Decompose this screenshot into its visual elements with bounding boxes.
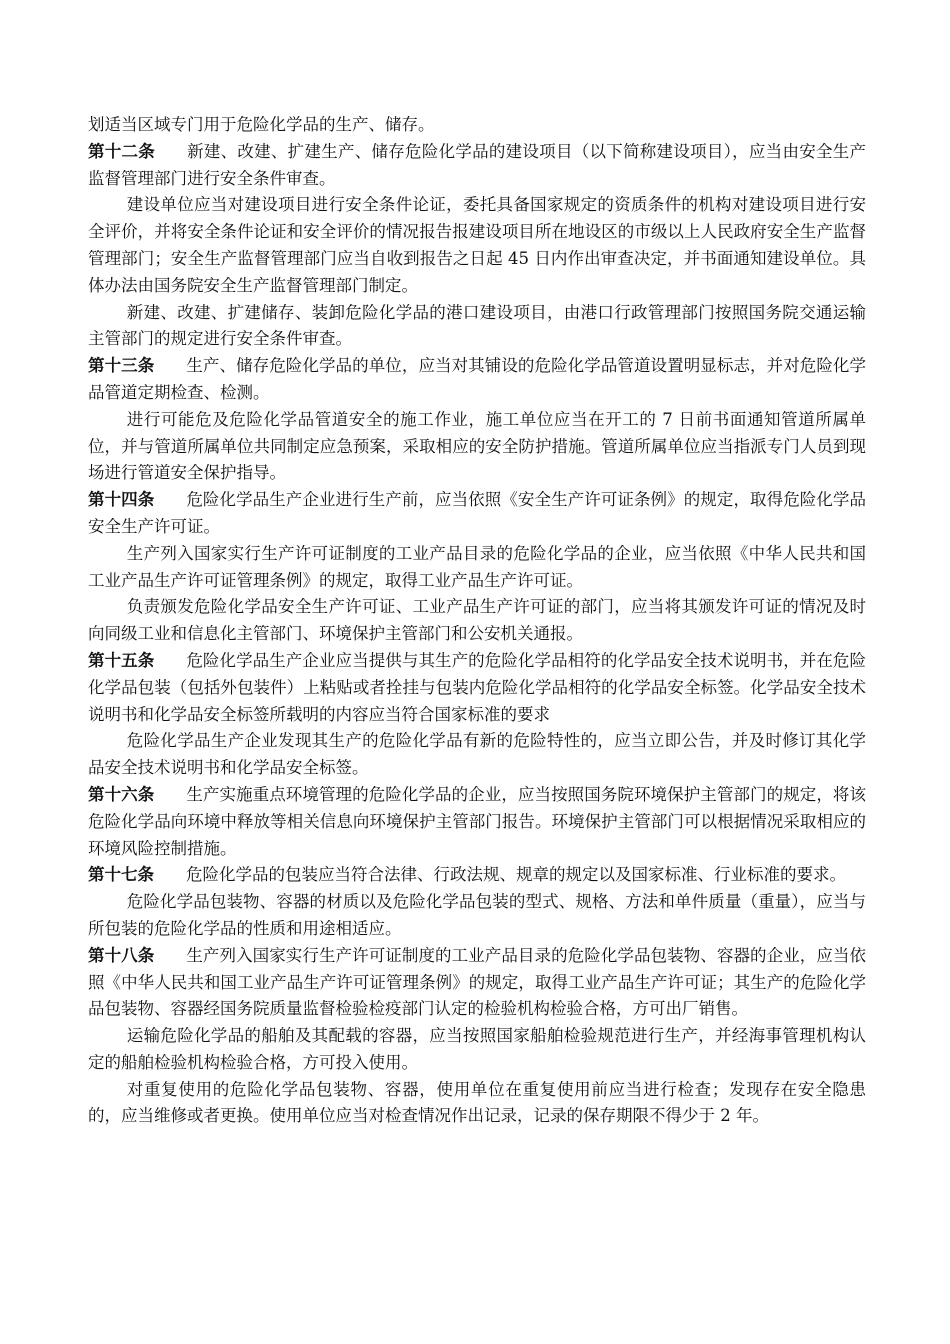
paragraph-text: 对重复使用的危险化学品包装物、容器，使用单位在重复使用前应当进行检查；发现存在安全隐患的，应当维修或者更换。使用单位应当对检查情况作出记录，记录的保存期限不得少于 2 年。 [88, 1079, 866, 1126]
document-body [88, 112, 866, 1130]
paragraph [88, 889, 866, 943]
paragraph-text: 危险化学品生产企业进行生产前，应当依照《安全生产许可证条例》的规定，取得危险化学品安全生产许可证。 [88, 490, 867, 536]
paragraph-text: 划适当区域专门用于危险化学品的生产、储存。 [88, 115, 435, 134]
article-paragraph [88, 943, 866, 1023]
paragraph [88, 112, 866, 139]
paragraph-text: 运输危险化学品的船舶及其配载的容器，应当按照国家船舶检验规范进行生产，并经海事管理机构认定的船舶检验机构检验合格，方可投入使用。 [88, 1026, 866, 1072]
article-number: 第十八条 [88, 945, 155, 965]
paragraph [88, 594, 866, 648]
paragraph [88, 192, 866, 299]
article-number: 第十七条 [88, 865, 154, 885]
article-number: 第十六条 [88, 784, 155, 804]
article-number: 第十二条 [88, 141, 156, 161]
paragraph-text: 危险化学品包装物、容器的材质以及危险化学品包装的型式、规格、方法和单件质量（重量），应当与所包装的危险化学品的性质和用途相适应。 [88, 892, 866, 938]
paragraph [88, 728, 866, 782]
paragraph-text: 危险化学品生产企业应当提供与其生产的危险化学品相符的化学品安全技术说明书，并在危险化学品包装（包括外包装件）上粘贴或者拴挂与包装内危险化学品相符的化学品安全标签。化学品安全技术说明书和化学品安全标签所载明的内容应当符合国家标准的要求 [88, 650, 867, 724]
paragraph-text: 建设单位应当对建设项目进行安全条件论证，委托具备国家规定的资质条件的机构对建设项目进行安全评价，并将安全条件论证和安全评价的情况报告报建设项目所在地设区的市级以上人民政府安全生产监督管理部门；安全生产监督管理部门应当自收到报告之日起 45 日内作出审查决定，并书面通知建设单位。具体办法由国务院安全生产监督管理部门制定。 [88, 195, 866, 295]
article-paragraph [88, 139, 866, 193]
article-paragraph [88, 487, 866, 541]
paragraph [88, 541, 866, 595]
paragraph-text: 危险化学品的包装应当符合法律、行政法规、规章的规定以及国家标准、行业标准的要求。 [186, 865, 846, 885]
paragraph [88, 1023, 866, 1077]
article-paragraph [88, 648, 866, 728]
article-number: 第十三条 [88, 356, 155, 376]
paragraph [88, 407, 866, 487]
article-number: 第十四条 [88, 490, 155, 510]
article-paragraph [88, 353, 866, 407]
paragraph-text: 负责颁发危险化学品安全生产许可证、工业产品生产许可证的部门，应当将其颁发许可证的情况及时向同级工业和信息化主管部门、环境保护主管部门和公安机关通报。 [88, 597, 866, 644]
paragraph-text: 生产列入国家实行生产许可证制度的工业产品目录的危险化学品的企业，应当依照《中华人民共和国工业产品生产许可证管理条例》的规定，取得工业产品生产许可证。 [88, 543, 866, 590]
paragraph-text: 危险化学品生产企业发现其生产的危险化学品有新的危险特性的，应当立即公告，并及时修订其化学品安全技术说明书和化学品安全标签。 [88, 731, 866, 778]
article-paragraph [88, 862, 866, 889]
paragraph [88, 1077, 866, 1131]
paragraph-text: 生产列入国家实行生产许可证制度的工业产品目录的危险化学品包装物、容器的企业，应当依照《中华人民共和国工业产品生产许可证管理条例》的规定，取得工业产品生产许可证；其生产的危险化学品包装物、容器经国务院质量监督检验检疫部门认定的检验机构检验合格，方可出厂销售。 [88, 945, 867, 1019]
paragraph-text: 新建、改建、扩建储存、装卸危险化学品的港口建设项目，由港口行政管理部门按照国务院交通运输主管部门的规定进行安全条件审查。 [88, 302, 866, 349]
paragraph-text: 进行可能危及危险化学品管道安全的施工作业，施工单位应当在开工的 7 日前书面通知管道所属单位，并与管道所属单位共同制定应急预案，采取相应的安全防护措施。管道所属单位应当指派专门人员到现场进行管道安全保护指导。 [88, 409, 866, 483]
paragraph [88, 300, 866, 354]
paragraph-text: 生产实施重点环境管理的危险化学品的企业，应当按照国务院环境保护主管部门的规定，将该危险化学品向环境中释放等相关信息向环境保护主管部门报告。环境保护主管部门可以根据情况采取相应的环境风险控制措施。 [88, 784, 867, 858]
paragraph-text: 新建、改建、扩建生产、储存危险化学品的建设项目（以下简称建设项目），应当由安全生产监督管理部门进行安全条件审查。 [88, 141, 867, 188]
article-paragraph [88, 782, 866, 862]
article-number: 第十五条 [88, 650, 155, 670]
paragraph-text: 生产、储存危险化学品的单位，应当对其铺设的危险化学品管道设置明显标志，并对危险化学品管道定期检查、检测。 [88, 356, 867, 402]
